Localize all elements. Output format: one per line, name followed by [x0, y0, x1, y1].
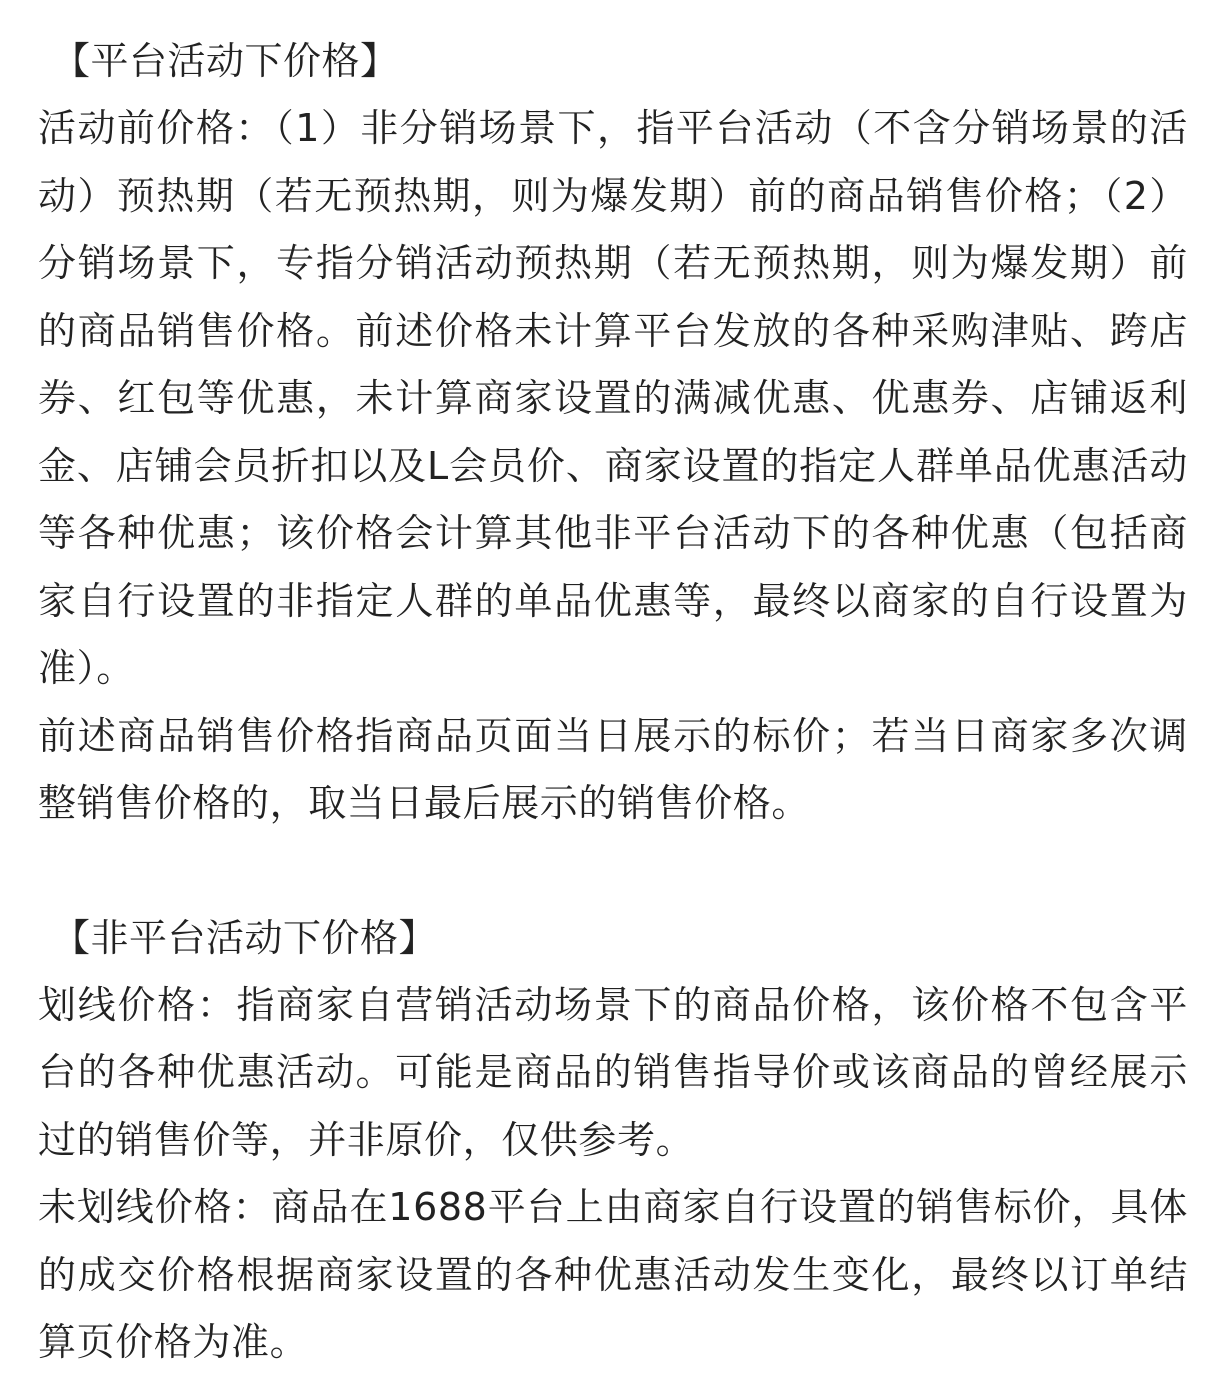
section-title-non-platform-activity-price: 【非平台活动下价格】 — [52, 915, 438, 960]
section-title-platform-activity-price: 【平台活动下价格】 — [52, 39, 399, 83]
paragraph-pre-activity-price: 活动前价格：（1）非分销场景下，指平台活动（不含分销场景的活动）预热期（若无预热期，则为爆发期）前的商品销售价格；（2）分销场景下，专指分销活动预热期（若无预热期，则为爆发期）前的商品销售价格。前述价格未计算平台发放的各种采购津贴、跨店券、红包等优惠，未计算商家设置的满减优惠、优惠券、店铺返利金、店铺会员折扣以及L会员价、商家设置的指定人群单品优惠活动等各种优惠；该价格会计算其他非平台活动下的各种优惠（包括商家自行设置的非指定人群的单品优惠等，最终以商家的自行设置为准）。 — [38, 106, 1188, 690]
section-divider-space — [38, 838, 1188, 905]
paragraph-non-strikethrough-price: 未划线价格：商品在1688平台上由商家自行设置的销售标价，具体的成交价格根据商家设置的各种优惠活动发生变化，最终以订单结算页价格为准。 — [38, 1185, 1188, 1364]
price-notice-document — [38, 28, 1188, 1377]
paragraph-strikethrough-price: 划线价格：指商家自营销活动场景下的商品价格，该价格不包含平台的各种优惠活动。可能是商品的销售指导价或该商品的曾经展示过的销售价等，并非原价，仅供参考。 — [38, 982, 1188, 1162]
paragraph-sale-price-definition: 前述商品销售价格指商品页面当日展示的标价；若当日商家多次调整销售价格的，取当日最后展示的销售价格。 — [38, 713, 1188, 825]
